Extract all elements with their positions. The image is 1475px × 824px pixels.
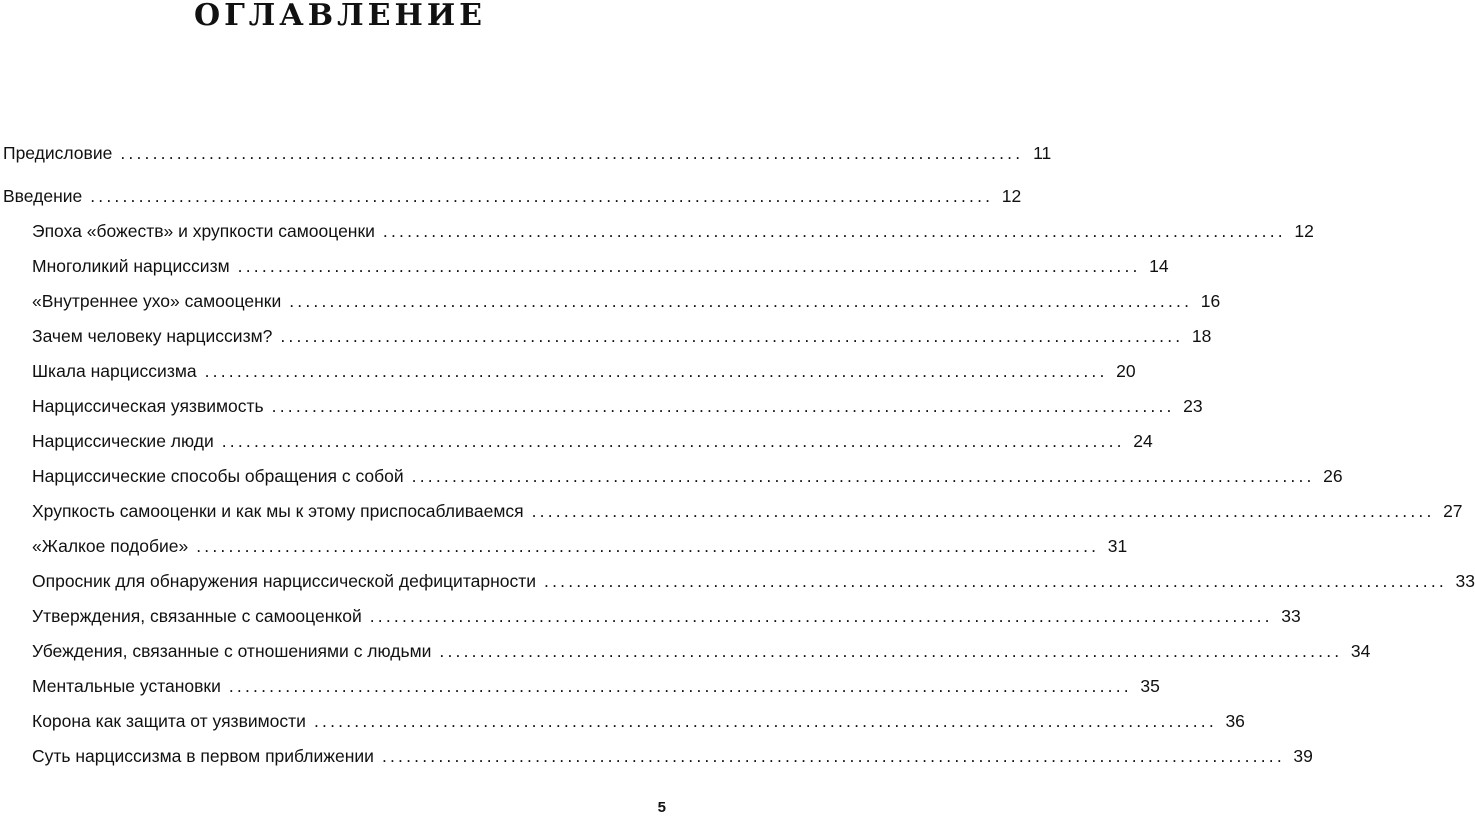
toc-entry-page: 27: [1443, 501, 1463, 521]
toc-entry-page: 20: [1116, 361, 1136, 381]
toc-entry-text: Шкала нарциссизма: [32, 361, 197, 381]
toc-leader-dots: ................................................................................................................: [381, 746, 1285, 766]
toc-entry-page: 11: [1033, 143, 1052, 163]
toc-title: ОГЛАВЛЕНИЕ: [193, 0, 487, 33]
toc-entry-page: 35: [1140, 676, 1160, 696]
toc-leader-dots: ................................................................................................................: [289, 291, 1193, 311]
toc-leader-dots: ................................................................................................................: [382, 221, 1286, 241]
toc-entry: [32, 533, 1128, 557]
toc-leader-dots: ................................................................................................................: [439, 641, 1343, 661]
toc-entry-text: «Внутреннее ухо» самооценки: [32, 291, 282, 311]
toc-entry: [32, 708, 1245, 732]
toc-entry-text: Нарциссические способы обращения с собой: [32, 466, 404, 486]
toc-entry: [32, 393, 1203, 417]
toc-entry-text: Корона как защита от уязвимости: [32, 711, 306, 731]
toc-entry-page: 18: [1191, 326, 1212, 346]
toc-entry: [32, 218, 1314, 242]
toc-entry: [32, 673, 1160, 697]
toc-entry: [32, 568, 1475, 592]
toc-leader-dots: ................................................................................................................: [280, 326, 1184, 346]
toc-entry-text: Введение: [3, 186, 83, 206]
toc-entry-text: «Жалкое подобие»: [32, 536, 189, 556]
toc-leader-dots: ................................................................................................................: [90, 186, 994, 206]
toc-entry: [3, 140, 1052, 164]
toc-entry-text: Утверждения, связанные с самооценкой: [32, 606, 362, 626]
toc-entry: [32, 288, 1221, 312]
toc-leader-dots: ................................................................................................................: [369, 606, 1273, 626]
toc-entry-page: 33: [1281, 606, 1301, 626]
toc-entry-text: Эпоха «божеств» и хрупкости самооценки: [32, 221, 375, 241]
toc-leader-dots: ................................................................................................................: [221, 431, 1125, 451]
toc-entry-text: Опросник для обнаружения нарциссической дефицитарности: [32, 571, 537, 591]
toc-entry-page: 12: [1001, 186, 1022, 206]
toc-entry-page: 14: [1149, 256, 1169, 276]
toc-entry: [32, 638, 1371, 662]
toc-leader-dots: ................................................................................................................: [544, 571, 1447, 591]
toc-entry-page: 26: [1323, 466, 1343, 486]
toc-entry-text: Предисловие: [3, 143, 113, 163]
toc-entry-text: Нарциссическая уязвимость: [32, 396, 264, 416]
toc-entry-text: Зачем человеку нарциссизм?: [32, 326, 273, 346]
toc-entry: [32, 253, 1169, 277]
toc-entry-page: 31: [1107, 536, 1128, 556]
toc-leader-dots: ................................................................................................................: [271, 396, 1175, 416]
toc-leader-dots: ................................................................................................................: [411, 466, 1315, 486]
toc-entry: [32, 603, 1301, 627]
toc-entry: [32, 463, 1343, 487]
toc-entry-text: Нарциссические люди: [32, 431, 214, 451]
toc-entry-page: 39: [1293, 746, 1313, 766]
toc-entry-page: 16: [1200, 291, 1221, 311]
toc-leader-dots: ................................................................................................................: [204, 361, 1108, 381]
toc-leader-dots: ................................................................................................................: [120, 143, 1024, 163]
toc-entry: [32, 498, 1463, 522]
toc-entry-page: 34: [1350, 641, 1371, 661]
toc-entry: [32, 428, 1153, 452]
toc-entry: [32, 358, 1136, 382]
toc-entry: [32, 323, 1212, 347]
toc-leader-dots: ................................................................................................................: [313, 711, 1217, 731]
toc-leader-dots: ................................................................................................................: [196, 536, 1100, 556]
toc-entry: [3, 183, 1022, 207]
toc-entry-page: 24: [1133, 431, 1153, 451]
toc-entry-text: Суть нарциссизма в первом приближении: [32, 746, 374, 766]
toc-entry-text: Многоликий нарциссизм: [32, 256, 230, 276]
toc-entry: [32, 743, 1313, 767]
toc-entry-text: Хрупкость самооценки и как мы к этому приспосабливаемся: [32, 501, 524, 521]
toc-leader-dots: ................................................................................................................: [228, 676, 1132, 696]
toc-entry-text: Ментальные установки: [32, 676, 221, 696]
page-number: 5: [657, 799, 666, 816]
toc-entry-page: 36: [1225, 711, 1245, 731]
toc-leader-dots: ................................................................................................................: [237, 256, 1141, 276]
toc-entry-text: Убеждения, связанные с отношениями с людьми: [32, 641, 432, 661]
toc-leader-dots: ................................................................................................................: [531, 501, 1435, 521]
toc-entry-page: 23: [1183, 396, 1203, 416]
toc-entry-page: 33: [1455, 571, 1475, 591]
toc-entry-page: 12: [1294, 221, 1314, 241]
